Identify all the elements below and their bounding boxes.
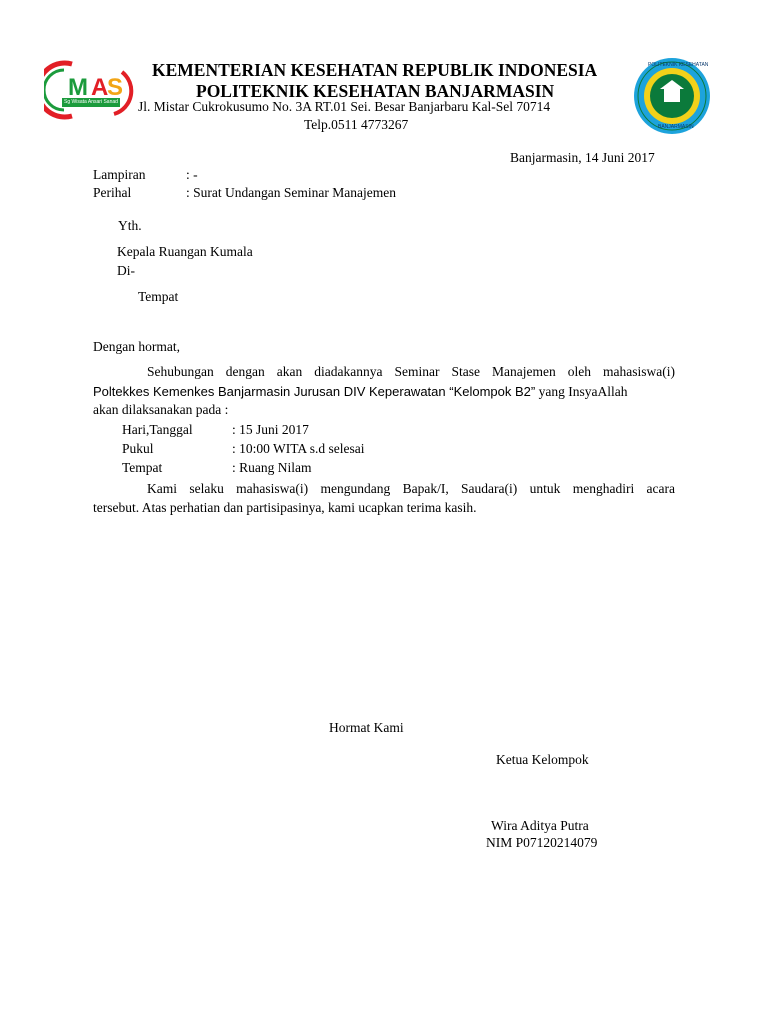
right-logo-text-top: POLITEKNIK KESEHATAN <box>648 62 709 68</box>
body-line-2b: yang InsyaAllah <box>535 384 628 399</box>
right-logo-text-bottom: BANJARMASIN <box>658 124 694 130</box>
place-date: Banjarmasin, 14 Juni 2017 <box>510 150 655 165</box>
body-line-1 <box>147 364 675 380</box>
closing-line-2: tersebut. Atas perhatian dan partisipasinya, kami ucapkan terima kasih. <box>93 500 477 515</box>
body-line-3: akan dilaksanakan pada : <box>93 402 229 417</box>
address: Jl. Mistar Cukrokusumo No. 3A RT.01 Sei. Besar Banjarbaru Kal-Sel 70714 <box>138 99 551 114</box>
detail-value-day: : 15 Juni 2017 <box>232 422 309 437</box>
right-logo <box>630 56 714 136</box>
detail-label-place: Tempat <box>122 460 163 475</box>
signer-role: Ketua Kelompok <box>496 752 589 767</box>
detail-label-time: Pukul <box>122 441 154 456</box>
svg-text:S: S <box>107 74 124 101</box>
signer-name: Wira Aditya Putra <box>491 818 589 833</box>
closing-line-1 <box>147 481 675 497</box>
phone: Telp.0511 4773267 <box>304 117 409 132</box>
lampiran-label: Lampiran <box>93 167 146 182</box>
institution-title: POLITEKNIK KESEHATAN BANJARMASIN <box>196 81 555 101</box>
ministry-title: KEMENTERIAN KESEHATAN REPUBLIK INDONESIA <box>152 60 598 80</box>
body-line-2a: Poltekkes Kemenkes Banjarmasin Jurusan DIV Keperawatan “Kelompok B2” <box>93 384 536 399</box>
body-line-2 <box>93 384 627 400</box>
svg-text:A: A <box>91 74 109 101</box>
tempat-line: Tempat <box>138 289 179 304</box>
detail-value-place: : Ruang Nilam <box>232 460 312 475</box>
detail-label-day: Hari,Tanggal <box>122 422 193 437</box>
left-logo-graphic <box>44 58 140 120</box>
detail-value-time: : 10:00 WITA s.d selesai <box>232 441 365 456</box>
to-prefix: Yth. <box>118 218 142 233</box>
signer-nim: NIM P07120214079 <box>486 835 598 850</box>
regards: Hormat Kami <box>329 720 404 735</box>
perihal-label: Perihal <box>93 185 132 200</box>
left-logo <box>44 58 140 120</box>
recipient: Kepala Ruangan Kumala <box>117 244 253 259</box>
perihal-value: : Surat Undangan Seminar Manajemen <box>186 185 396 200</box>
left-logo-caption: Sg Wisata Ansari Sanad <box>64 99 118 105</box>
closing-line-1-text: Kami selaku mahasiswa(i) mengundang Bapak/I, Saudara(i) untuk menghadiri acara <box>147 481 675 496</box>
body-line-1-text: Sehubungan dengan akan diadakannya Seminar Stase Manajemen oleh mahasiswa(i) <box>147 364 675 379</box>
svg-text:M: M <box>68 74 88 101</box>
lampiran-value: : - <box>186 167 198 182</box>
greeting: Dengan hormat, <box>93 339 180 354</box>
di: Di- <box>117 263 135 278</box>
